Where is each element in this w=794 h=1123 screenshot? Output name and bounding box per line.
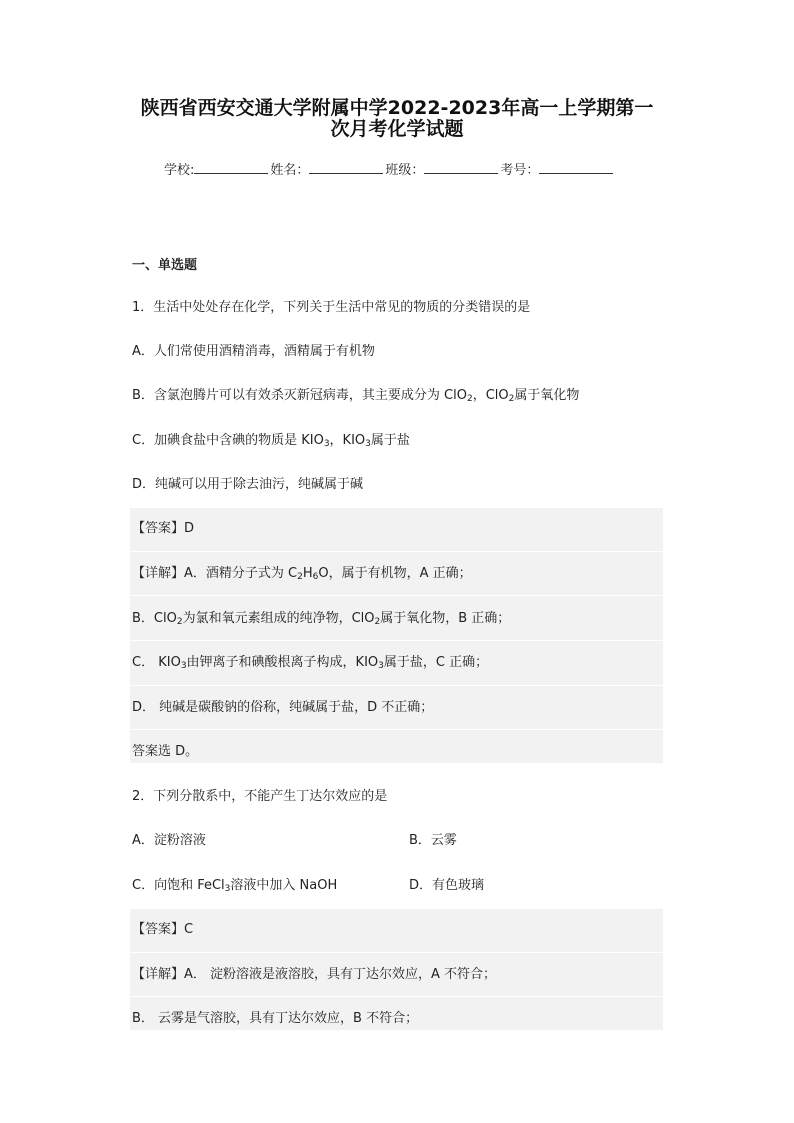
school-label: 学校: xyxy=(164,163,195,178)
q2-stem: 2．下列分散系中，不能产生丁达尔效应的是 xyxy=(132,789,388,804)
q2-option-a: A．淀粉溶液 xyxy=(132,833,206,848)
q1-explanation-a: 【详解】A．酒精分子式为 $C_2H_6O$，属于有机物，A 正确； xyxy=(132,566,472,582)
q1-explanation-b: B．ClO$_2$为氯和氧元素组成的纯净物，ClO$_2$属于氧化物，B 正确； xyxy=(132,611,511,627)
student-info-row xyxy=(164,159,615,178)
exam-no-blank xyxy=(539,161,613,174)
q1-option-c: C．加碘食盐中含碘的物质是 $KIO_3$，$KIO_3$属于盐 xyxy=(132,433,410,449)
q2-explanation-b: B． 云雾是气溶胶，具有丁达尔效应，B 不符合； xyxy=(132,1011,419,1026)
class-label: 班级： xyxy=(385,163,425,178)
q1-stem: 1．生活中处处存在化学，下列关于生活中常见的物质的分类错误的是 xyxy=(132,300,531,315)
page-title-line1: 陕西省西安交通大学附属中学2022-2023年高一上学期第一 xyxy=(140,97,654,119)
q1-explanation-d: D． 纯碱是碳酸钠的俗称，纯碱属于盐，D 不正确； xyxy=(132,700,434,715)
exam-no-label: 考号： xyxy=(500,163,540,178)
school-blank xyxy=(194,161,268,174)
q1-conclusion: 答案选 D。 xyxy=(132,744,199,759)
class-blank xyxy=(424,161,498,174)
name-blank xyxy=(309,161,383,174)
q1-option-b: B．含氯泡腾片可以有效杀灭新冠病毒，其主要成分为 ClO$_2$，ClO$_2$属于氧化物 xyxy=(132,388,580,404)
page-title-line2: 次月考化学试题 xyxy=(330,118,464,140)
q1-explanation-c: C． $KIO_3$由钾离子和碘酸根离子构成，$KIO_3$属于盐，C 正确； xyxy=(132,655,489,671)
q2-option-b: B．云雾 xyxy=(409,833,457,848)
section-heading: 一、单选题 xyxy=(132,258,198,273)
q2-option-d: D．有色玻璃 xyxy=(409,878,485,893)
q1-answer-box xyxy=(130,508,663,763)
q2-explanation-a: 【详解】A． 淀粉溶液是液溶胶，具有丁达尔效应，A 不符合； xyxy=(132,967,497,982)
q2-answer: 【答案】C xyxy=(132,922,194,937)
name-label: 姓名： xyxy=(270,163,310,178)
q2-option-c: C．向饱和 FeCl$_3$溶液中加入 NaOH xyxy=(132,878,338,894)
q1-option-a: A．人们常使用酒精消毒，酒精属于有机物 xyxy=(132,344,375,359)
q1-option-d: D．纯碱可以用于除去油污，纯碱属于碱 xyxy=(132,477,364,492)
q1-answer: 【答案】D xyxy=(132,521,195,536)
